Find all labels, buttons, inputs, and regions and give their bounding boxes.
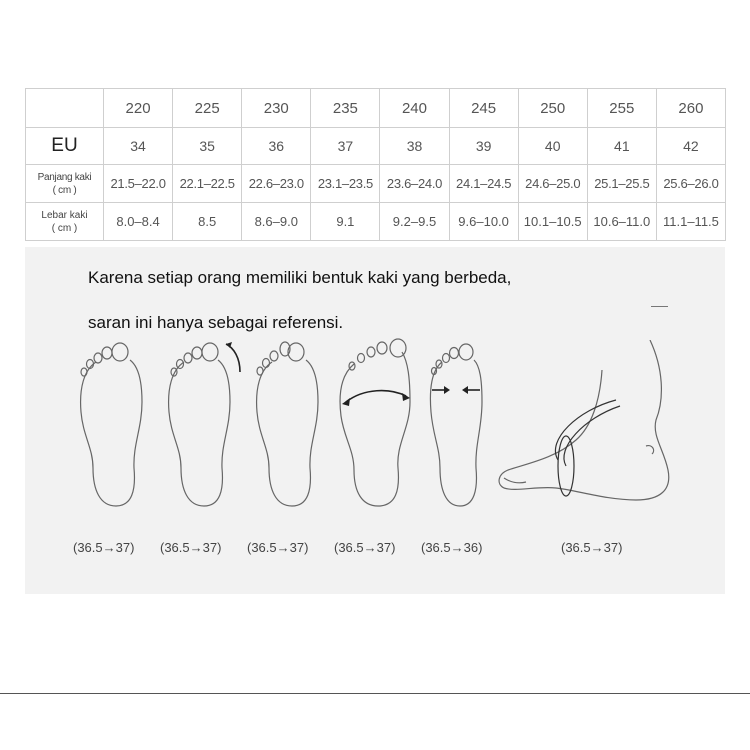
caption-2: (36.5→37) [160, 540, 222, 555]
size-cell: 235 [311, 89, 380, 128]
narrow-foot-arrow-icon [426, 340, 488, 512]
caption-6: (36.5→37) [561, 540, 623, 555]
width-cell: 8.0–8.4 [104, 203, 173, 241]
width-cell: 8.6–9.0 [242, 203, 311, 241]
eu-cell: 35 [173, 128, 242, 165]
caption-5: (36.5→36) [421, 540, 483, 555]
caption-3: (36.5→37) [247, 540, 309, 555]
length-cell: 24.6–25.0 [518, 165, 587, 203]
foot-width-unit: ( cm ) [51, 222, 78, 234]
size-cell: 225 [173, 89, 242, 128]
size-cell: 255 [587, 89, 656, 128]
eu-cell: 37 [311, 128, 380, 165]
foot-length-row [26, 165, 726, 203]
note-line-2: saran ini hanya sebagai referensi. [88, 313, 344, 332]
wide-foot-arrow-icon [338, 338, 416, 512]
foot-length-label [26, 165, 104, 203]
eu-label: EU [26, 128, 104, 165]
length-cell: 23.6–24.0 [380, 165, 449, 203]
width-cell: 8.5 [173, 203, 242, 241]
bottom-divider [0, 693, 750, 694]
eu-cell: 41 [587, 128, 656, 165]
width-cell: 11.1–11.5 [656, 203, 725, 241]
width-cell: 9.2–9.5 [380, 203, 449, 241]
eu-cell: 39 [449, 128, 518, 165]
size-cell: 220 [104, 89, 173, 128]
width-cell: 10.1–10.5 [518, 203, 587, 241]
size-cell: 260 [656, 89, 725, 128]
foot-width-row [26, 203, 726, 241]
eu-cell: 42 [656, 128, 725, 165]
size-cell: 230 [242, 89, 311, 128]
high-instep-foot-icon [496, 340, 676, 510]
size-chart-table [25, 88, 726, 241]
eu-cell: 34 [104, 128, 173, 165]
foot-outline-icon [76, 340, 148, 512]
corner-cell [26, 89, 104, 128]
size-header-row [26, 89, 726, 128]
length-cell: 24.1–24.5 [449, 165, 518, 203]
length-cell: 25.1–25.5 [587, 165, 656, 203]
dash-mark [651, 306, 668, 307]
length-cell: 22.1–22.5 [173, 165, 242, 203]
foot-length-unit: ( cm ) [52, 184, 77, 196]
caption-4: (36.5→37) [334, 540, 396, 555]
eu-cell: 36 [242, 128, 311, 165]
width-cell: 10.6–11.0 [587, 203, 656, 241]
foot-width-label-text: Lebar kaki [41, 209, 88, 221]
caption-1: (36.5→37) [73, 540, 135, 555]
length-cell: 21.5–22.0 [104, 165, 173, 203]
big-toe-arrow-icon [164, 338, 246, 512]
size-cell: 245 [449, 89, 518, 128]
eu-cell: 38 [380, 128, 449, 165]
size-cell: 250 [518, 89, 587, 128]
length-cell: 22.6–23.0 [242, 165, 311, 203]
foot-length-label-text: Panjang kaki [37, 171, 92, 183]
width-cell: 9.6–10.0 [449, 203, 518, 241]
eu-cell: 40 [518, 128, 587, 165]
eu-row [26, 128, 726, 165]
width-cell: 9.1 [311, 203, 380, 241]
length-cell: 23.1–23.5 [311, 165, 380, 203]
long-toe-foot-icon [252, 340, 324, 512]
note-line-1: Karena setiap orang memiliki bentuk kaki yang berbeda, [88, 268, 512, 287]
size-cell: 240 [380, 89, 449, 128]
length-cell: 25.6–26.0 [656, 165, 725, 203]
foot-width-label [26, 203, 104, 241]
